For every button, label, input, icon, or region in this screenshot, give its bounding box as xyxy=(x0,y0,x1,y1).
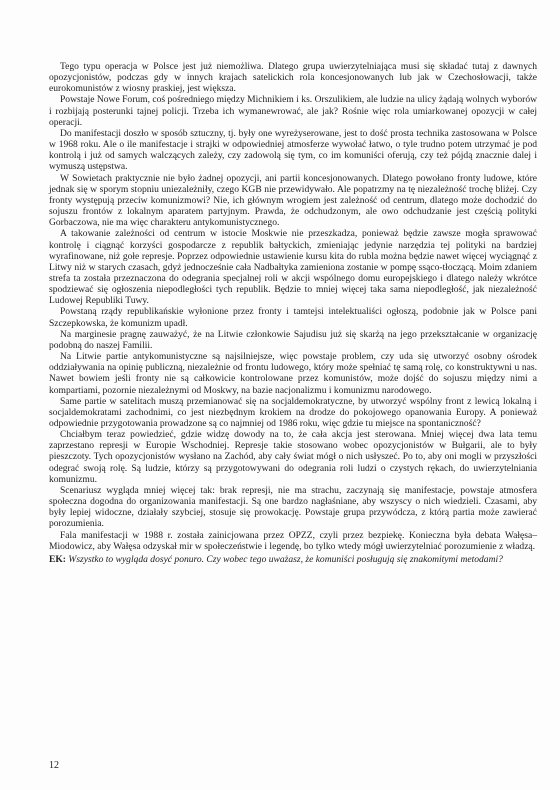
body-text xyxy=(49,61,537,565)
paragraph: Na marginesie pragnę zauważyć, że na Litwie członkowie Sajudisu już się skarżą na jego przekształcanie w organizację podobną do naszej Familii. xyxy=(49,328,537,351)
question-speaker: EK: xyxy=(49,553,66,565)
paragraph: A takowanie zależności od centrum w istocie Moskwie nie przeszkadza, ponieważ będzie zawsze mogła sprawować kontrolę i ciągnąć korzyści gospodarcze z republik bałtyckich, zmieniając jedynie narzędzia tej polityki na bardziej wyrafinowane, niż gołe represje. Poprzez odpowiednie ustawienie kursu kita do rubla można będzie nawet więcej wyciągnąć z Litwy niż w starych czasach, gdyż jednocześnie cała Nadbałtyka zamieniona zostanie w pompę ssąco-tłoczącą. Moim zdaniem strefa ta została przeznaczona do odegrania specjalnej roli w akcji wspólnego domu europejskiego i dlatego należy wkrótce spodziewać się ogłoszenia niepodległości tych republik. Będzie to mniej więcej taka sama niepodległość, jak niezależność Ludowej Republiki Tuwy. xyxy=(49,228,537,307)
paragraph: W Sowietach praktycznie nie było żadnej opozycji, ani partii koncesjonowanych. Dlatego powołano fronty ludowe, które jednak się w sporym stopniu uniezależniły, czego KGB nie przewidywało. Ale popatrzmy na tę niezależność trochę bliżej. Czy fronty występują przeciw komunizmowi? Nie, ich głównym wrogiem jest zależność od centrum, dlatego może dochodzić do sojuszu frontów z lokalnym aparatem partyjnym. Prawda, że odchudzonym, ale owo odchudzanie jest częścią polityki Gorbaczowa, nie ma więc charakteru antykomunistycznego. xyxy=(49,172,537,229)
paragraph: Tego typu operacja w Polsce jest już niemożliwa. Dlatego grupa uwierzytelniająca musi się składać tutaj z dawnych opozycjonistów, podczas gdy w innych krajach satelickich rola koncesjonowanych lub jak w Czechosłowacji, także eurokomunistów z wiosny praskiej, jest większa. xyxy=(49,61,537,95)
paragraph: Fala manifestacji w 1988 r. została zainicjowana przez OPZZ, czyli przez bezpiekę. Konieczna była debata Wałęsa–Miodowicz, aby Wałęsa odzyskał mir w społeczeństwie i legendę, bo tylko wtedy mógł uwierzytelniać porozumienie z władzą. xyxy=(49,529,537,552)
paragraph: Powstaną rządy republikańskie wyłonione przez fronty i tamtejsi intelektualiści ogłoszą, podobnie jak w Polsce pani Szczepkowska, że komunizm upadł. xyxy=(49,306,537,329)
paragraph: Powstaje Nowe Forum, coś pośredniego między Michnikiem i ks. Orszulikiem, ale ludzie na ulicy żądają wolnych wyborów i rozbijają posterunki tajnej policji. Trzeba ich wymanewrować, ale jak? Rośnie więc rola umiarkowanej opozycji w całej operacji. xyxy=(49,94,537,128)
page-number: 12 xyxy=(49,760,59,771)
paragraph: Scenariusz wygląda mniej więcej tak: brak represji, nie ma strachu, zaczynają się manifestacje, powstaje atmosfera społeczna dogodna do organizowania manifestacji. Są one bardzo nagłaśniane, aby wszyscy o nich wiedzieli. Czasami, aby były lepiej widoczne, działały szybciej, stosuje się prowokację. Powstaje grupa przywódcza, z którą partia może zawierać porozumienia. xyxy=(49,484,537,530)
paragraph: Chciałbym teraz powiedzieć, gdzie widzę dowody na to, że cała akcja jest sterowana. Mniej więcej dwa lata temu zaprzestano represji w Europie Wschodniej. Represje takie stosowano wobec opozycjonistów w Bułgarii, ale to były pieszczoty. Tych opozycjonistów wysłano na Zachód, aby cały świat mógł o nich usłyszeć. Po to, aby oni mogli w przyszłości odegrać swoją rolę. Są ludzie, którzy są przygotowywani do odegrania roli ludzi o czystych rękach, do uwierzytelniania komunizmu. xyxy=(49,429,537,485)
paragraph: Same partie w satelitach muszą przemianować się na socjaldemokratyczne, by utworzyć wspólny front z lewicą lokalną i socjaldemokratami zachodnimi, co jest niezbędnym krokiem na drodze do pokojowego opanowania Europy. A ponieważ odpowiednie przygotowania prowadzone są co najmniej od 1986 roku, więc gdzie tu miejsce na spontaniczność? xyxy=(49,395,537,429)
question-text: Wszystko to wygląda dosyć ponuro. Czy wobec tego uważasz, że komuniści posługują się znakomitymi metodami? xyxy=(68,553,503,565)
paragraph: Na Litwie partie antykomunistyczne są najsilniejsze, więc powstaje problem, czy uda się utworzyć osobny ośrodek oddziaływania na opinię publiczną, niezależnie od frontu ludowego, który może spełniać tę samą rolę, co konstruktywni u nas. Nawet bowiem jeśli fronty nie są całkowicie kontrolowane przez komunistów, może dojść do sojuszu między nimi a kompartiami, pozornie niezależnymi od Moskwy, na bazie nacjonalizmu i komunizmu narodowego. xyxy=(49,351,537,396)
paragraph: Do manifestacji doszło w sposób sztuczny, tj. były one wyreżyserowane, jest to dość prosta technika zastosowana w Polsce w 1968 roku. Ale o ile manifestacje i strajki w odpowiedniej atmosferze wywołać łatwo, o tyle trudno potem utrzymać je pod kontrolą i już od samych walczących zależy, czy zadowolą się tym, co im komuniści oferują, czy też pójdą znacznie dalej i wymuszą ustępstwa. xyxy=(49,127,537,173)
interview-question xyxy=(49,554,537,565)
